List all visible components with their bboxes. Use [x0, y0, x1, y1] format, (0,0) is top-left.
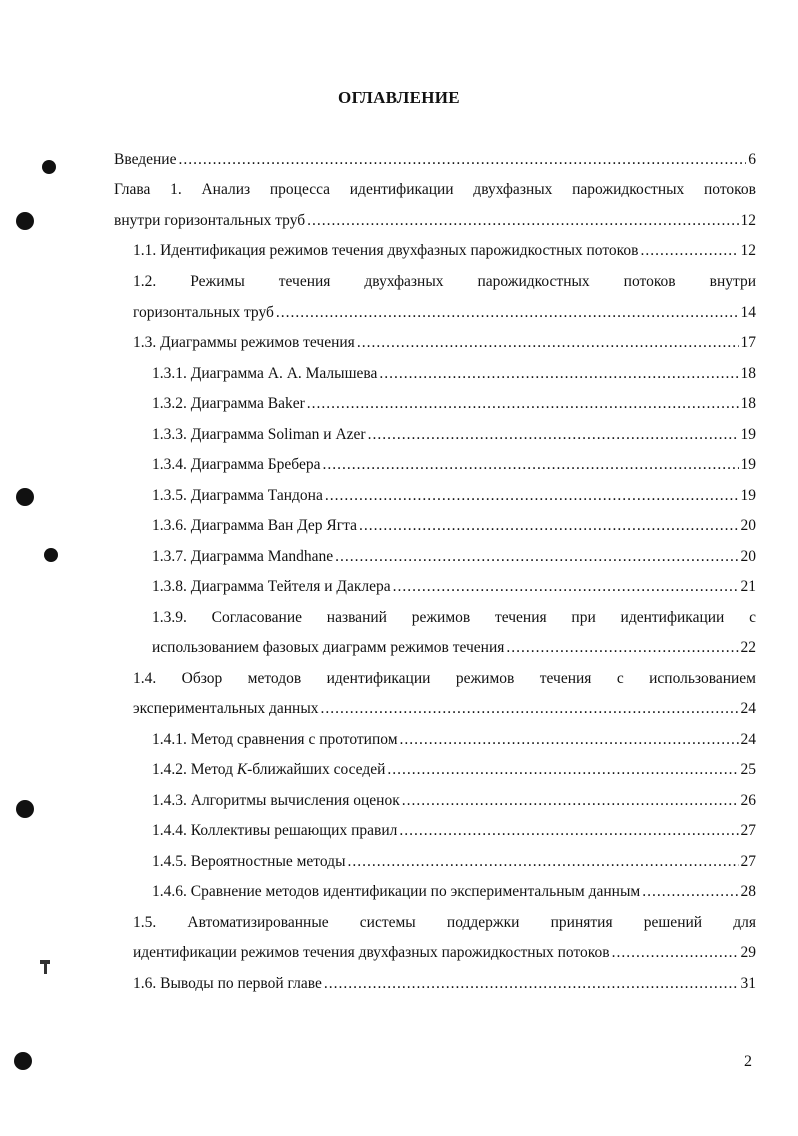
toc-entry-label: 1.3.6. Диаграмма Ван Дер Ягта	[152, 517, 357, 534]
toc-entry-1-3-2[interactable]	[152, 389, 756, 419]
toc-entry-1-5-cont[interactable]	[133, 938, 756, 968]
toc-leader-dots	[640, 236, 738, 266]
toc-entry-1-4-2[interactable]	[152, 755, 756, 785]
toc-leader-dots	[178, 145, 746, 175]
toc-entry-page: 25	[740, 761, 756, 778]
toc-leader-dots	[506, 633, 738, 663]
toc-leader-dots	[357, 328, 739, 358]
toc-entry-page: 19	[740, 487, 756, 504]
toc-entry-1-4-6[interactable]	[152, 877, 756, 907]
toc-entry-1-3-4[interactable]	[152, 450, 756, 480]
binder-hole-mark	[16, 212, 34, 230]
binder-hole-mark	[14, 1052, 32, 1070]
toc-entry-1-4-3[interactable]	[152, 786, 756, 816]
toc-leader-dots	[642, 877, 738, 907]
binder-hole-mark	[16, 488, 34, 506]
toc-entry-page: 29	[740, 944, 756, 961]
toc-entry-label: 1.3.9. Согласование названий режимов течения при идентификации с	[152, 609, 756, 626]
toc-entry-label: 1.4.3. Алгоритмы вычисления оценок	[152, 792, 400, 809]
toc-leader-dots	[393, 572, 739, 602]
toc-entry-1-3-6[interactable]	[152, 511, 756, 541]
toc-entry-label: 1.1. Идентификация режимов течения двухфазных парожидкостных потоков	[133, 242, 639, 259]
binder-hole-mark	[44, 548, 58, 562]
toc-entry-label: 1.3.3. Диаграмма Soliman и Azer	[152, 426, 366, 443]
toc-entry-1-3-5[interactable]	[152, 481, 756, 511]
binder-hole-mark	[42, 160, 56, 174]
toc-entry-label: 1.3.7. Диаграмма Mandhane	[152, 548, 334, 565]
toc-leader-dots	[276, 298, 739, 328]
toc-entry-label	[152, 755, 385, 785]
toc-entry-label-pre: 1.4.2. Метод	[152, 761, 237, 778]
toc-entry-label: 1.3.1. Диаграмма А. А. Малышева	[152, 365, 378, 382]
toc-entry-page: 18	[740, 395, 756, 412]
toc-entry-1-2-cont[interactable]	[133, 298, 756, 328]
toc-entry-introduction[interactable]	[114, 145, 756, 175]
toc-leader-dots	[348, 847, 739, 877]
toc-leader-dots	[612, 938, 739, 968]
toc-entry-label: 1.4. Обзор методов идентификации режимов течения с использованием	[133, 670, 756, 687]
toc-entry-page: 12	[740, 242, 756, 259]
toc-entry-label: 1.3.4. Диаграмма Бребера	[152, 456, 321, 473]
toc-entry-label: 1.5. Автоматизированные системы поддержки принятия решений для	[133, 914, 756, 931]
toc-entry-page: 26	[740, 792, 756, 809]
toc-entry-1-5[interactable]	[133, 908, 756, 938]
toc-entry-1-4[interactable]	[133, 664, 756, 694]
toc-entry-1-4-cont[interactable]	[133, 694, 756, 724]
toc-entry-label: 1.4.6. Сравнение методов идентификации по экспериментальным данным	[152, 883, 641, 900]
toc-entry-page: 27	[740, 822, 756, 839]
toc-entry-label: 1.3.8. Диаграмма Тейтеля и Даклера	[152, 578, 391, 595]
toc-entry-page: 17	[740, 334, 756, 351]
toc-entry-label: 1.3.2. Диаграмма Baker	[152, 395, 305, 412]
toc-entry-label: 1.4.5. Вероятностные методы	[152, 853, 346, 870]
toc-entry-page: 20	[740, 548, 756, 565]
toc-entry-label: Введение	[114, 151, 177, 168]
toc-entry-page: 24	[740, 731, 756, 748]
toc-entry-1-3-7[interactable]	[152, 542, 756, 572]
toc-leader-dots	[399, 816, 738, 846]
toc-leader-dots	[387, 755, 738, 785]
toc-leader-dots	[359, 511, 739, 541]
toc-entry-label: Глава 1. Анализ процесса идентификации двухфазных парожидкостных потоков	[114, 181, 756, 198]
toc-entry-1-4-5[interactable]	[152, 847, 756, 877]
toc-entry-chapter-1-cont[interactable]	[114, 206, 756, 236]
toc-entry-page: 22	[740, 639, 756, 656]
toc-leader-dots	[400, 725, 739, 755]
toc-entry-label: 1.4.1. Метод сравнения с прототипом	[152, 731, 398, 748]
toc-leader-dots	[307, 206, 738, 236]
scan-speck	[44, 962, 47, 974]
toc-entry-1-4-1[interactable]	[152, 725, 756, 755]
toc-leader-dots	[321, 694, 739, 724]
toc-entry-page: 12	[740, 212, 756, 229]
toc-entry-page: 6	[748, 151, 756, 168]
toc-entry-page: 27	[740, 853, 756, 870]
toc-leader-dots	[324, 969, 739, 999]
toc-entry-label: идентификации режимов течения двухфазных парожидкостных потоков	[133, 944, 610, 961]
toc-entry-label: 1.3.5. Диаграмма Тандона	[152, 487, 323, 504]
toc-leader-dots	[368, 420, 739, 450]
toc-entry-page: 21	[740, 578, 756, 595]
toc-leader-dots	[379, 359, 738, 389]
toc-entry-page: 24	[740, 700, 756, 717]
toc-entry-page: 20	[740, 517, 756, 534]
toc-entry-page: 19	[740, 426, 756, 443]
toc-entry-1-3-8[interactable]	[152, 572, 756, 602]
toc-entry-1-3[interactable]	[133, 328, 756, 358]
toc-entry-1-3-1[interactable]	[152, 359, 756, 389]
toc-entry-page: 19	[740, 456, 756, 473]
page-number: 2	[744, 1053, 752, 1070]
toc-entry-label: горизонтальных труб	[133, 304, 274, 321]
toc-entry-1-6[interactable]	[133, 969, 756, 999]
toc-entry-label: 1.4.4. Коллективы решающих правил	[152, 822, 398, 839]
toc-entry-label: экспериментальных данных	[133, 700, 319, 717]
toc-entry-1-1[interactable]	[133, 236, 756, 266]
toc-entry-1-3-9[interactable]	[152, 603, 756, 633]
toc-entry-page: 18	[740, 365, 756, 382]
toc-entry-page: 28	[740, 883, 756, 900]
toc-leader-dots	[307, 389, 739, 419]
toc-entry-label-italic: К	[236, 761, 248, 778]
toc-entry-page: 14	[740, 304, 756, 321]
binder-hole-mark	[16, 800, 34, 818]
toc-entry-label: внутри горизонтальных труб	[114, 212, 306, 229]
toc-leader-dots	[322, 450, 738, 480]
toc-leader-dots	[402, 786, 739, 816]
toc-entry-1-3-9-cont[interactable]	[152, 633, 756, 663]
toc-entry-label-post: -ближайших соседей	[247, 761, 386, 778]
page-title: ОГЛАВЛЕНИЕ	[338, 88, 460, 107]
toc-leader-dots	[325, 481, 739, 511]
toc-entry-1-3-3[interactable]	[152, 420, 756, 450]
toc-entry-label: 1.3. Диаграммы режимов течения	[133, 334, 355, 351]
toc-entry-chapter-1[interactable]	[114, 175, 756, 205]
toc-entry-page: 31	[740, 975, 756, 992]
toc-entry-label: использованием фазовых диаграмм режимов течения	[152, 639, 505, 656]
toc-entry-1-4-4[interactable]	[152, 816, 756, 846]
toc-entry-label: 1.2. Режимы течения двухфазных парожидкостных потоков внутри	[133, 273, 756, 290]
toc-entry-label: 1.6. Выводы по первой главе	[133, 975, 322, 992]
toc-entry-1-2[interactable]	[133, 267, 756, 297]
toc-leader-dots	[335, 542, 738, 572]
